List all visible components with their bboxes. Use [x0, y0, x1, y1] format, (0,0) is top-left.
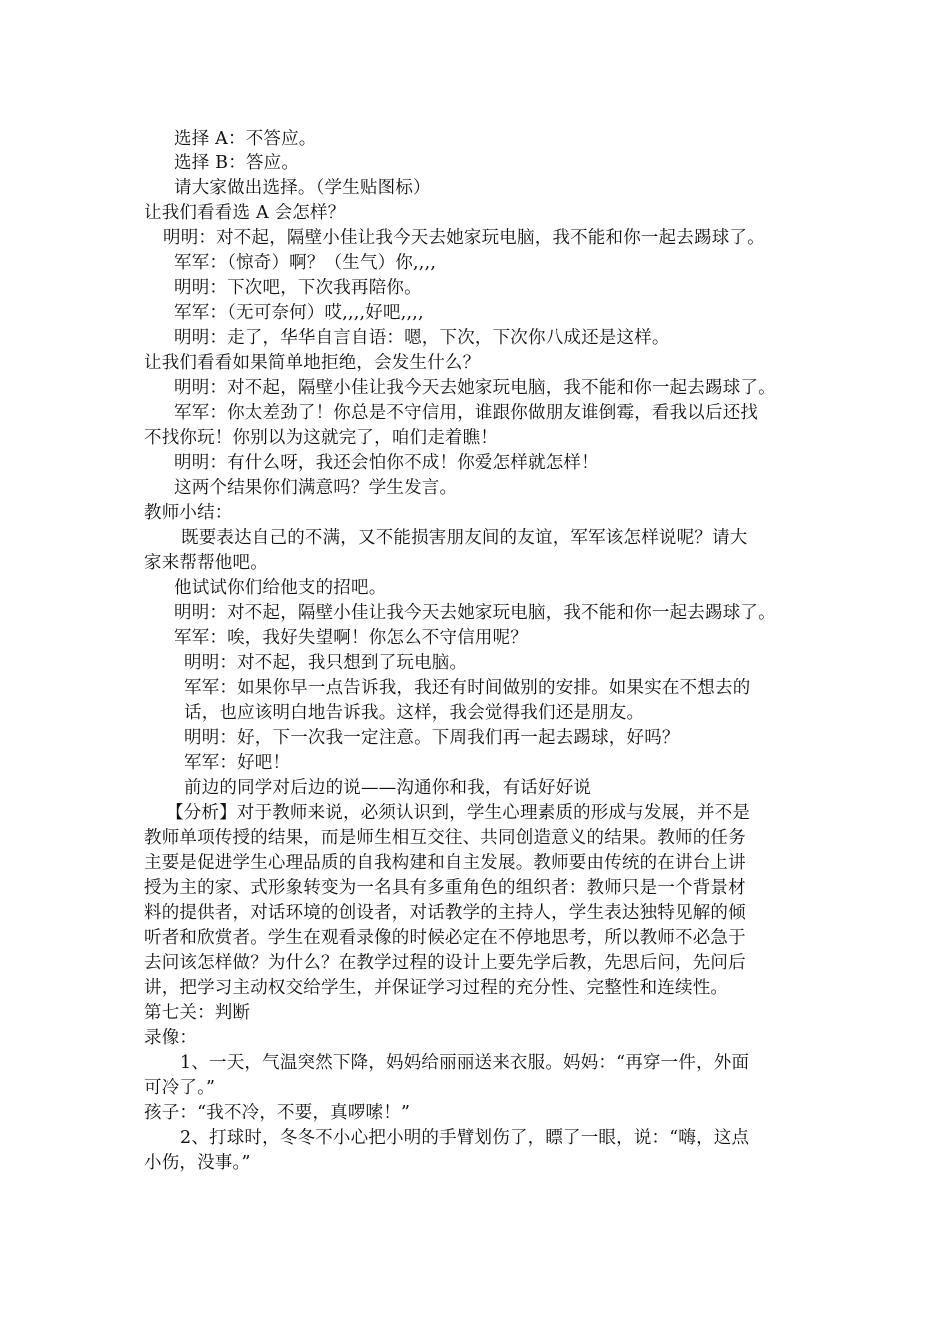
- text-line: 料的提供者，对话环境的创设者，对话教学的主持人，学生表达独特见解的倾: [144, 903, 746, 923]
- text-line: 授为主的家、式形象转变为一名具有多重角色的组织者：教师只是一个背景材: [144, 878, 746, 898]
- text-line: 主要是促进学生心理品质的自我构建和自主发展。教师要由传统的在讲台上讲: [144, 853, 746, 873]
- text-line: 前边的同学对后边的说——沟通你和我，有话好好说: [184, 778, 592, 798]
- text-line: 教师单项传授的结果，而是师生相互交往、共同创造意义的结果。教师的任务: [144, 828, 746, 848]
- text-line: 军军：（无可奈何）哎,,,,好吧,,,,: [174, 303, 424, 323]
- text-line: 明明：好，下一次我一定注意。下周我们再一起去踢球，好吗？: [184, 728, 680, 748]
- text-line: 选择 B：答应。: [174, 153, 300, 173]
- text-line: 教师小结：: [144, 503, 233, 523]
- text-line: 请大家做出选择。（学生贴图标）: [174, 178, 431, 198]
- text-line: 明明：走了，华华自言自语：嗯，下次，下次你八成还是这样。: [174, 328, 670, 348]
- text-line: 军军：（惊奇）啊？（生气）你,,,,: [174, 253, 437, 273]
- text-line: 小伤，没事。”: [144, 1153, 251, 1173]
- text-line: 让我们看看选 A 会怎样？: [144, 203, 346, 223]
- text-line: 明明：有什么呀，我还会怕你不成！你爱怎样就怎样！: [174, 453, 599, 473]
- text-line: 话，也应该明白地告诉我。这样，我会觉得我们还是朋友。: [184, 703, 645, 723]
- text-line: 军军：你太差劲了！你总是不守信用，谁跟你做朋友谁倒霉，看我以后还找: [174, 403, 759, 423]
- text-line: 明明：对不起，我只想到了玩电脑。: [184, 653, 468, 673]
- text-line: 第七关：判断: [144, 1003, 251, 1023]
- text-line: 讲，把学习主动权交给学生，并保证学习过程的充分性、完整性和连续性。: [144, 978, 729, 998]
- text-line: 选择 A：不答应。: [174, 129, 317, 149]
- text-line: 明明：下次吧，下次我再陪你。: [174, 278, 422, 298]
- text-line: 让我们看看如果简单地拒绝，会发生什么？: [144, 353, 481, 373]
- text-line: 既要表达自己的不满，又不能损害朋友间的友谊，军军该怎样说呢？请大: [181, 528, 748, 548]
- text-line: 听者和欣赏者。学生在观看录像的时候必定在不停地思考，所以教师不必急于: [144, 928, 746, 948]
- text-line: 2、打球时，冬冬不小心把小明的手臂划伤了，瞟了一眼，说：“嗨，这点: [180, 1128, 750, 1148]
- text-line: 可冷了。”: [144, 1078, 216, 1098]
- text-line: 军军：如果你早一点告诉我，我还有时间做别的安排。如果实在不想去的: [184, 678, 751, 698]
- text-line: 1、一天，气温突然下降，妈妈给丽丽送来衣服。妈妈：“再穿一件，外面: [180, 1053, 750, 1073]
- text-line: 军军：唉，我好失望啊！你怎么不守信用呢？: [174, 628, 528, 648]
- text-line: 不找你玩！你别以为这就完了，咱们走着瞧！: [144, 428, 498, 448]
- text-line: 明明：对不起，隔壁小佳让我今天去她家玩电脑，我不能和你一起去踢球了。: [174, 378, 776, 398]
- text-line: 明明：对不起，隔壁小佳让我今天去她家玩电脑，我不能和你一起去踢球了。: [174, 603, 776, 623]
- text-line: 他试试你们给他支的招吧。: [174, 578, 387, 598]
- text-line: 去问该怎样做？为什么？在教学过程的设计上要先学后教，先思后问，先问后: [144, 953, 746, 973]
- text-line: 【分析】对于教师来说，必须认识到，学生心理素质的形成与发展，并不是: [166, 803, 751, 823]
- text-line: 家来帮帮他吧。: [144, 553, 268, 573]
- text-line: 录像：: [144, 1028, 198, 1048]
- text-line: 军军：好吧！: [184, 753, 291, 773]
- text-line: 这两个结果你们满意吗？学生发言。: [174, 478, 458, 498]
- text-line: 明明：对不起，隔壁小佳让我今天去她家玩电脑，我不能和你一起去踢球了。: [163, 228, 765, 248]
- text-line: 孩子：“我不冷，不要，真啰嗦！”: [144, 1103, 411, 1123]
